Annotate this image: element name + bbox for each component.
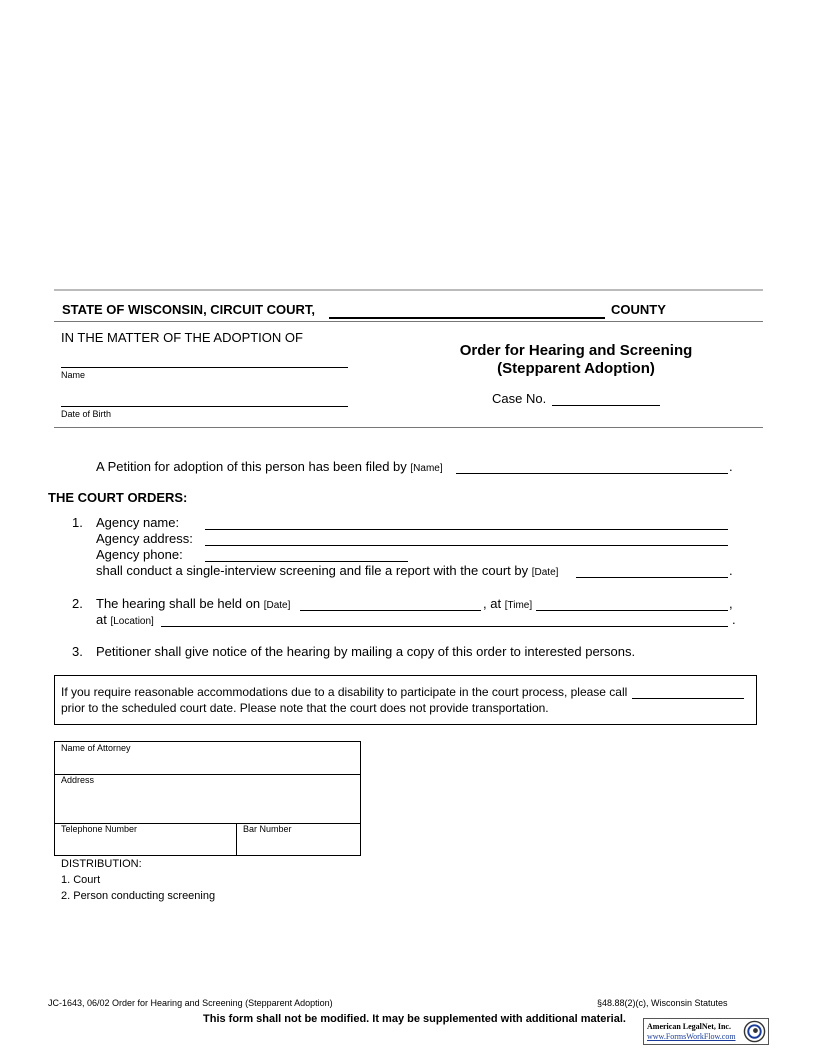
case-no-field[interactable] xyxy=(552,391,660,406)
statute-reference: §48.88(2)(c), Wisconsin Statutes xyxy=(597,998,728,1008)
attorney-name-label: Name of Attorney xyxy=(61,743,131,753)
court-label: STATE OF WISCONSIN, CIRCUIT COURT, xyxy=(62,302,316,317)
hearing-location-at: at xyxy=(96,612,107,627)
agency-name-field[interactable] xyxy=(205,515,728,530)
form-title-line1: Order for Hearing and Screening xyxy=(459,342,693,359)
name-label: Name xyxy=(61,370,86,380)
county-label: COUNTY xyxy=(611,302,666,317)
attorney-divider-1 xyxy=(54,774,361,775)
hearing-location-text xyxy=(96,612,154,627)
form-title-line2: (Stepparent Adoption) xyxy=(497,360,655,377)
hearing-time-hint: [Time] xyxy=(504,600,533,611)
hearing-location-hint: [Location] xyxy=(110,616,154,627)
hearing-date-field[interactable] xyxy=(300,596,481,611)
date-of-birth-field[interactable] xyxy=(61,392,348,407)
item2-number: 2. xyxy=(72,596,83,611)
screening-period: . xyxy=(729,563,733,578)
hearing-sentence: The hearing shall be held on xyxy=(96,596,261,611)
agency-address-field[interactable] xyxy=(205,531,728,546)
item1-number: 1. xyxy=(72,515,83,530)
attorney-name-field[interactable] xyxy=(56,756,359,772)
attorney-vertical-divider xyxy=(236,823,237,856)
logo-website: www.FormsWorkFlow.com xyxy=(647,1032,736,1041)
attorney-address-label: Address xyxy=(61,775,95,785)
hearing-time-field[interactable] xyxy=(536,596,728,611)
hearing-time-comma: , xyxy=(729,596,733,611)
header-bottom-rule xyxy=(54,321,763,322)
accommodation-box xyxy=(54,675,757,725)
case-no-label: Case No. xyxy=(492,391,547,406)
county-name-field[interactable] xyxy=(329,303,605,319)
hearing-location-period: . xyxy=(732,612,736,627)
screening-date-hint: [Date] xyxy=(531,567,559,578)
form-id: JC-1643, 06/02 Order for Hearing and Screening (Stepparent Adoption) xyxy=(48,998,333,1008)
header-top-rule xyxy=(54,289,763,291)
accommodation-line2: prior to the scheduled court date. Please note that the court does not provide transportation. xyxy=(61,701,549,715)
attorney-address-field[interactable] xyxy=(56,788,359,821)
hearing-location-field[interactable] xyxy=(161,612,728,627)
screening-text xyxy=(96,563,558,578)
item3-number: 3. xyxy=(72,644,83,659)
child-name-field[interactable] xyxy=(61,353,348,368)
distribution-heading: DISTRIBUTION: xyxy=(61,858,142,870)
accommodation-phone-field[interactable] xyxy=(632,685,744,699)
report-date-field[interactable] xyxy=(576,563,728,578)
petitioner-name-field[interactable] xyxy=(456,459,728,474)
attorney-phone-label: Telephone Number xyxy=(61,824,138,834)
agency-address-label: Agency address: xyxy=(96,531,193,546)
modification-notice: This form shall not be modified. It may be supplemented with additional material. xyxy=(203,1013,626,1025)
matter-heading: IN THE MATTER OF THE ADOPTION OF xyxy=(61,330,303,345)
agency-phone-field[interactable] xyxy=(205,547,408,562)
attorney-bar-label: Bar Number xyxy=(243,824,292,834)
screening-sentence: shall conduct a single-interview screening and file a report with the court by xyxy=(96,563,529,578)
date-of-birth-label: Date of Birth xyxy=(61,409,112,419)
distribution-item: 2. Person conducting screening xyxy=(61,890,216,902)
logo-swirl-icon xyxy=(743,1020,766,1043)
hearing-date-hint: [Date] xyxy=(263,600,291,611)
hearing-time-text xyxy=(483,596,532,611)
petition-period: . xyxy=(729,459,733,474)
caption-bottom-rule xyxy=(54,427,763,428)
petition-text xyxy=(96,459,443,474)
logo-company-name: American LegalNet, Inc. xyxy=(647,1022,731,1031)
hearing-text xyxy=(96,596,290,611)
petition-sentence: A Petition for adoption of this person has been filed by xyxy=(96,459,407,474)
distribution-item: 1. Court xyxy=(61,874,101,886)
court-orders-heading: THE COURT ORDERS: xyxy=(48,490,188,505)
agency-phone-label: Agency phone: xyxy=(96,547,183,562)
petition-name-hint: [Name] xyxy=(410,463,443,474)
attorney-bar-field[interactable] xyxy=(238,837,359,854)
notice-text: Petitioner shall give notice of the hearing by mailing a copy of this order to interested persons. xyxy=(96,644,636,659)
attorney-phone-field[interactable] xyxy=(56,837,234,854)
agency-name-label: Agency name: xyxy=(96,515,180,530)
hearing-at-label: , at xyxy=(483,596,502,611)
accommodation-line1: If you require reasonable accommodations due to a disability to participate in the court process, please call xyxy=(61,685,628,699)
legalnet-logo[interactable] xyxy=(643,1018,769,1045)
